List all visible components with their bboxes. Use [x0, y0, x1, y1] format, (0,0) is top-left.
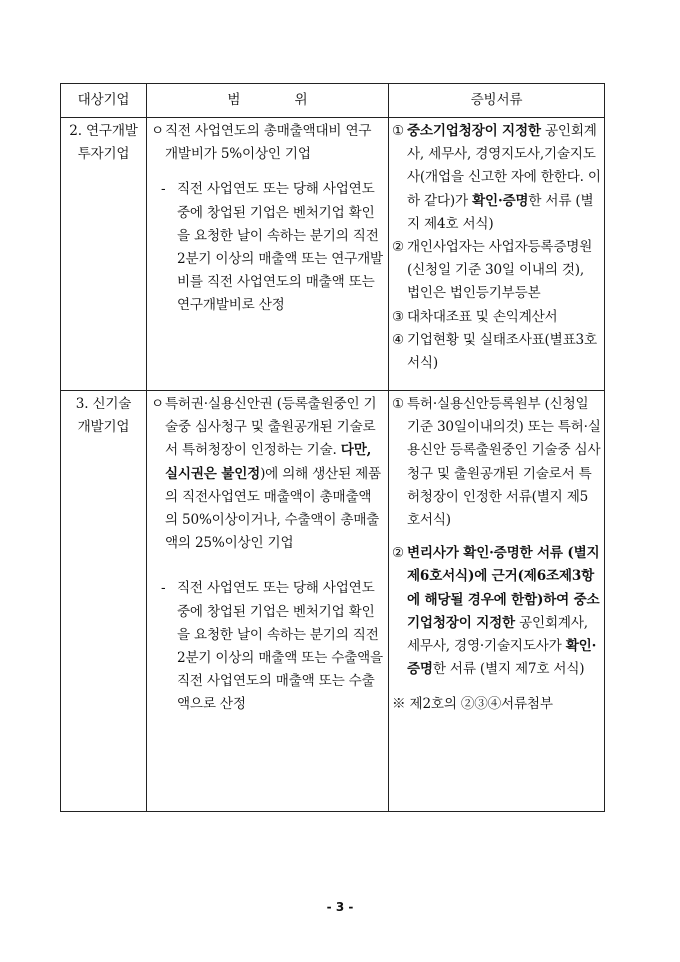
doc-text: 기업현황 및 실태조사표(별표3호서식)	[407, 331, 597, 372]
dash-bullet-icon: -	[161, 580, 166, 597]
docs-cell	[389, 391, 605, 812]
number-marker: ③	[392, 308, 404, 325]
doc-text: 대차대조표 및 손익계산서	[407, 308, 558, 325]
category-line: 개발기업	[77, 419, 130, 436]
range-item-bold: 다만, 실시권은 불인정	[165, 442, 372, 482]
doc-item	[392, 120, 601, 236]
doc-bold: 확인·증명	[472, 192, 529, 209]
header-row	[61, 84, 605, 118]
number-marker: ②	[392, 545, 404, 562]
category-line: 3. 신기술	[75, 396, 132, 412]
number-marker: ②	[392, 239, 404, 256]
number-marker: ①	[392, 123, 404, 139]
doc-item	[392, 236, 601, 306]
table-row	[61, 118, 605, 391]
doc-text: 한 서류 (별지 제4호 서식)	[407, 192, 594, 232]
range-item-text: 직전 사업연도의 총매출액대비 연구개발비가 5%이상인 기업	[165, 123, 372, 163]
range-item	[151, 120, 384, 166]
circle-bullet-icon: ㅇ	[151, 396, 164, 412]
range-cell	[147, 118, 389, 391]
category-cell	[61, 118, 147, 391]
number-marker: ①	[392, 396, 404, 412]
range-item-text: 특허권·실용신안권 (등록출원중인 기술중 심사청구 및 출원공개된 기술로서 특허청장이 인정하는 기술.	[165, 396, 377, 459]
range-sub	[155, 178, 384, 317]
doc-item	[392, 306, 601, 329]
header-docs: 증빙서류	[389, 84, 605, 118]
category-line: 투자기업	[77, 146, 130, 163]
range-item	[151, 393, 384, 555]
doc-bold: 중소기업청장이 지정한	[407, 123, 541, 139]
table-row	[61, 391, 605, 812]
docs-cell	[389, 118, 605, 391]
criteria-table	[60, 83, 605, 812]
range-sub	[155, 577, 384, 716]
range-item-text: )에 의해 생산된 제품의 직전사업연도 매출액이 총매출액의 50%이상이거나, 수출액이 총매출액의 25%이상인 기업	[165, 465, 381, 552]
range-cell	[147, 391, 389, 812]
doc-text: 한 서류 (별지 제7호 서식)	[432, 661, 585, 678]
doc-bold: 확인·증명	[407, 638, 597, 678]
doc-text: 공인회계사, 세무사, 경영지도사,기술지도사(개업을 신고한 자에 한한다. 이하 같다)가	[407, 123, 601, 209]
circle-bullet-icon: ㅇ	[151, 123, 164, 139]
header-range-part: 범	[227, 91, 241, 108]
page-number: - 3 -	[326, 900, 354, 914]
doc-bold: 변리사가 확인·증명한 서류 (별지제6호서식)에 근거(제6조제3항에 해당될 경우에 한함)하여 중소기업청장이 지정한	[407, 545, 600, 631]
header-range	[147, 84, 389, 118]
doc-item	[392, 393, 601, 532]
doc-text: 특허·실용신안등록원부 (신청일기준 30일이내의것) 또는 특허·실용신안 등록출원중인 기술중 심사청구 및 출원공개된 기술로서 특허청장이 인정한 서류(별지 제5호서식)	[407, 396, 601, 529]
dash-bullet-icon: -	[161, 181, 166, 198]
category-line: 2. 연구개발	[69, 123, 138, 139]
attachment-note: ※ 제2호의 ②③④서류첨부	[392, 696, 553, 713]
doc-item	[392, 329, 601, 375]
doc-text: 개인사업자는 사업자등록증명원 (신청일 기준 30일 이내의 것), 법인은 법인등기부등본	[407, 239, 593, 302]
range-sub-text: 직전 사업연도 또는 당해 사업연도중에 창업된 기업은 벤처기업 확인을 요청한 날이 속하는 분기의 직전 2분기 이상의 매출액 또는 수출액을 직전 사업연도의 매출액 또는 수출액으로 산정	[177, 580, 383, 713]
doc-item	[392, 542, 601, 681]
header-range-part: 위	[294, 91, 308, 108]
range-sub-text: 직전 사업연도 또는 당해 사업연도중에 창업된 기업은 벤처기업 확인을 요청한 날이 속하는 분기의 직전 2분기 이상의 매출액 또는 연구개발비를 직전 사업연도의 매출액 또는 연구개발비로 산정	[177, 181, 383, 314]
number-marker: ④	[392, 331, 404, 348]
header-target: 대상기업	[61, 84, 147, 118]
category-cell	[61, 391, 147, 812]
doc-text: 공인회계사, 세무사, 경영·기술지도사가	[407, 614, 588, 655]
